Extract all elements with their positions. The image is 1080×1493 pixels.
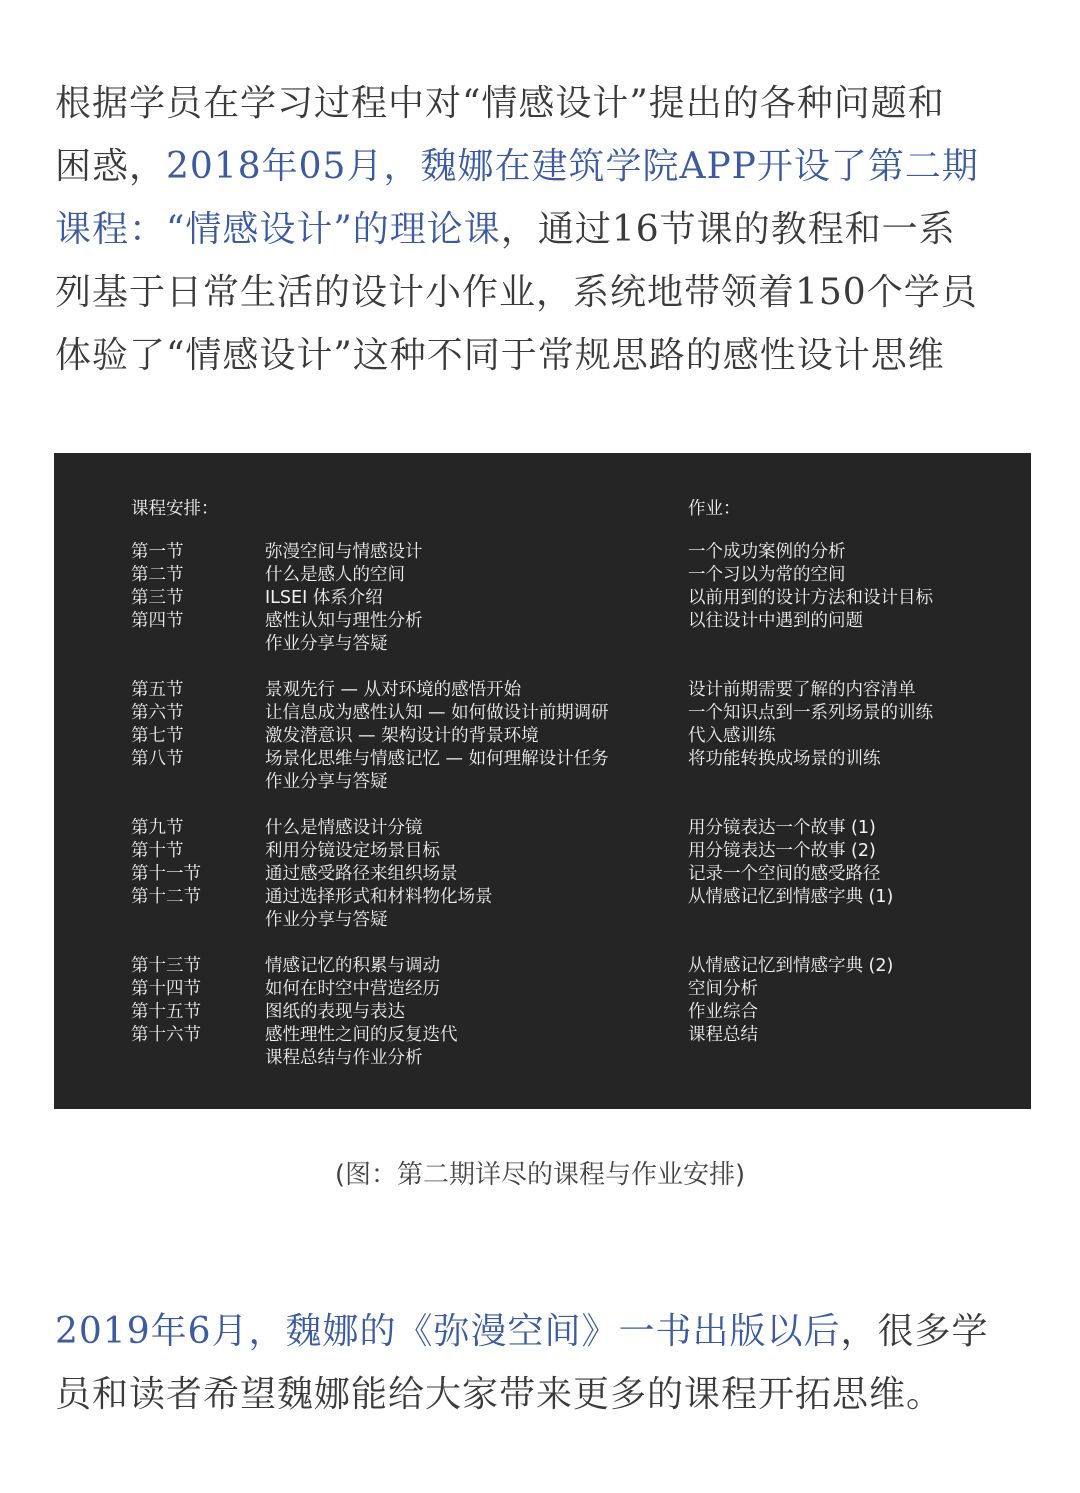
schedule-row — [54, 633, 1031, 656]
highlight-text: 课程：“情感设计”的理论课 — [55, 209, 501, 250]
schedule-row — [54, 748, 1031, 771]
homework-item: 用分镜表达一个故事 (2) — [688, 841, 876, 861]
schedule-row — [54, 1024, 1031, 1047]
schedule-row — [54, 541, 1031, 564]
session-summary: 作业分享与答疑 — [265, 772, 388, 792]
homework-item: 从情感记忆到情感字典 (2) — [688, 956, 894, 976]
schedule-row — [54, 610, 1031, 633]
homework-item: 以前用到的设计方法和设计目标 — [688, 588, 933, 608]
outro-paragraph — [55, 1300, 1035, 1426]
lesson-label: 第十三节 — [131, 956, 201, 976]
lesson-topic: 场景化思维与情感记忆 — 如何理解设计任务 — [265, 749, 609, 769]
highlight-text: 2019年6月，魏娜的《弥漫空间》一书出版以后 — [55, 1311, 841, 1352]
schedule-row — [54, 840, 1031, 863]
course-schedule-image — [54, 453, 1031, 1109]
homework-item: 将功能转换成场景的训练 — [688, 749, 881, 769]
lesson-topic: 感性认知与理性分析 — [265, 611, 423, 631]
lesson-label: 第九节 — [131, 818, 184, 838]
homework-item: 以往设计中遇到的问题 — [688, 611, 863, 631]
lesson-label: 第十节 — [131, 841, 184, 861]
session-summary: 作业分享与答疑 — [265, 910, 388, 930]
course-header: 课程安排： — [131, 499, 219, 519]
homework-item: 用分镜表达一个故事 (1) — [688, 818, 876, 838]
schedule-row — [54, 955, 1031, 978]
figure-caption: (图：第二期详尽的课程与作业安排) — [334, 1160, 746, 1190]
homework-item: 设计前期需要了解的内容清单 — [688, 680, 916, 700]
lesson-label: 第十二节 — [131, 887, 201, 907]
session-summary: 作业分享与答疑 — [265, 634, 388, 654]
intro-paragraph — [55, 72, 1035, 387]
intro-line: 困惑，2018年05月，魏娜在建筑学院APP开设了第二期 — [55, 146, 979, 187]
lesson-label: 第四节 — [131, 611, 184, 631]
schedule-row — [54, 863, 1031, 886]
lesson-topic: 通过选择形式和材料物化场景 — [265, 887, 493, 907]
schedule-row — [54, 587, 1031, 610]
homework-item: 代入感训练 — [688, 726, 776, 746]
lesson-topic: 让信息成为感性认知 — 如何做设计前期调研 — [265, 703, 609, 723]
lesson-topic: 通过感受路径来组织场景 — [265, 864, 458, 884]
schedule-row — [54, 725, 1031, 748]
intro-line: 体验了“情感设计”这种不同于常规思路的感性设计思维 — [55, 335, 945, 376]
lesson-topic: 什么是感人的空间 — [265, 565, 405, 585]
lesson-topic: 利用分镜设定场景目标 — [265, 841, 440, 861]
highlight-text: 2018年05月，魏娜在建筑学院APP开设了第二期 — [166, 146, 979, 187]
homework-item: 一个成功案例的分析 — [688, 542, 846, 562]
lesson-topic: 激发潜意识 — 架构设计的背景环境 — [265, 726, 539, 746]
schedule-row — [54, 978, 1031, 1001]
lesson-label: 第二节 — [131, 565, 184, 585]
homework-item: 作业综合 — [688, 1002, 758, 1022]
homework-item: 记录一个空间的感受路径 — [688, 864, 881, 884]
lesson-label: 第七节 — [131, 726, 184, 746]
lesson-topic: 如何在时空中营造经历 — [265, 979, 440, 999]
lesson-label: 第三节 — [131, 588, 184, 608]
lesson-topic: 图纸的表现与表达 — [265, 1002, 405, 1022]
schedule-row — [54, 886, 1031, 909]
homework-item: 从情感记忆到情感字典 (1) — [688, 887, 894, 907]
lesson-label: 第八节 — [131, 749, 184, 769]
schedule-row — [54, 1047, 1031, 1070]
schedule-row — [54, 771, 1031, 794]
lesson-label: 第十五节 — [131, 1002, 201, 1022]
lesson-topic: 景观先行 — 从对环境的感悟开始 — [265, 680, 522, 700]
lesson-label: 第十四节 — [131, 979, 201, 999]
homework-item: 空间分析 — [688, 979, 758, 999]
schedule-row — [54, 817, 1031, 840]
schedule-row — [54, 564, 1031, 587]
lesson-topic: 什么是情感设计分镜 — [265, 818, 423, 838]
outro-line: 2019年6月，魏娜的《弥漫空间》一书出版以后，很多学 — [55, 1311, 989, 1352]
homework-item: 一个习以为常的空间 — [688, 565, 846, 585]
outro-line: 员和读者希望魏娜能给大家带来更多的课程开拓思维。 — [55, 1374, 944, 1415]
lesson-label: 第十六节 — [131, 1025, 201, 1045]
session-summary: 课程总结与作业分析 — [265, 1048, 423, 1068]
homework-item: 一个知识点到一系列场景的训练 — [688, 703, 933, 723]
lesson-topic: 弥漫空间与情感设计 — [265, 542, 423, 562]
lesson-topic: ILSEI 体系介绍 — [265, 588, 383, 608]
intro-line: 列基于日常生活的设计小作业，系统地带领着150个学员 — [55, 272, 978, 313]
lesson-topic: 情感记忆的积累与调动 — [265, 956, 440, 976]
intro-line: 根据学员在学习过程中对“情感设计”提出的各种问题和 — [55, 83, 945, 124]
lesson-topic: 感性理性之间的反复迭代 — [265, 1025, 458, 1045]
lesson-label: 第五节 — [131, 680, 184, 700]
homework-item: 课程总结 — [688, 1025, 758, 1045]
lesson-label: 第一节 — [131, 542, 184, 562]
schedule-row — [54, 702, 1031, 725]
schedule-row — [54, 679, 1031, 702]
intro-line: 课程：“情感设计”的理论课，通过16节课的教程和一系 — [55, 209, 956, 250]
lesson-label: 第十一节 — [131, 864, 201, 884]
lesson-label: 第六节 — [131, 703, 184, 723]
homework-header: 作业： — [688, 499, 741, 519]
schedule-row — [54, 1001, 1031, 1024]
schedule-row — [54, 909, 1031, 932]
